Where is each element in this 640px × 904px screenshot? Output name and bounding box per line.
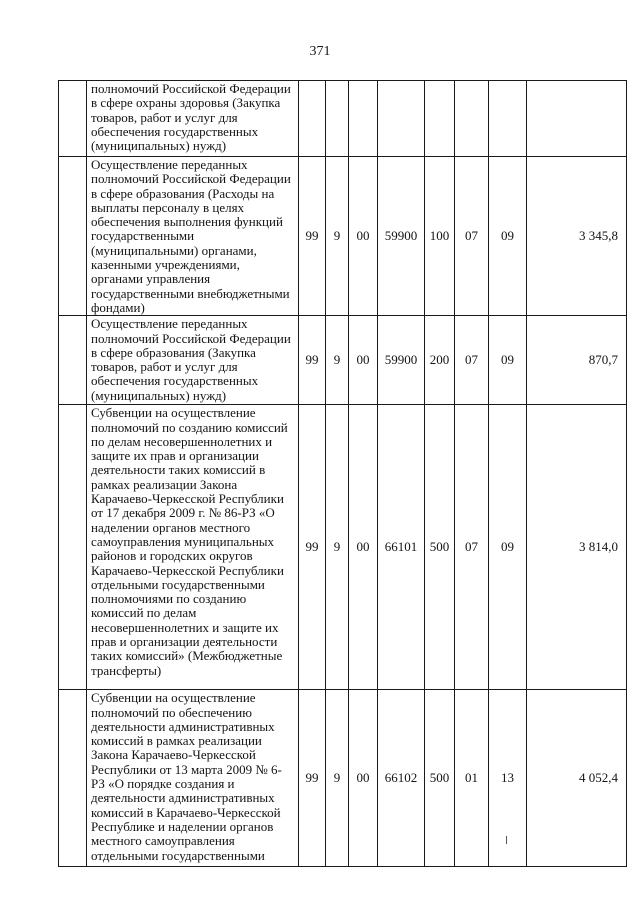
expense-name: Осуществление переданных полномочий Российской Федерации в сфере образования (Закупка товаров, работ и услуг для обеспечения государственных (муниципальных) нужд) — [87, 316, 299, 405]
section-cell: 07 — [455, 316, 489, 405]
table-row — [59, 81, 627, 157]
expense-name: Субвенции на осуществление полномочий по обеспечению деятельности административных комиссий в рамках реализации Закона Карачаево-Черкесской Республики от 13 марта 2009 № 6-РЗ «О порядке создания и деятельности административных комиссий в Карачаево-Черкесской Республике и наделении органов местного самоуправления отдельными государственными — [87, 690, 299, 867]
subsection-cell: 13 — [489, 690, 527, 867]
subsection-cell: 09 — [489, 405, 527, 690]
code-cell — [349, 81, 378, 157]
expense-type-cell: 500 — [425, 690, 455, 867]
section-cell: 07 — [455, 157, 489, 316]
expense-type-cell: 100 — [425, 157, 455, 316]
subsection-cell: 09 — [489, 157, 527, 316]
amount-cell: 4 052,4 — [527, 690, 627, 867]
subsection-cell — [489, 81, 527, 157]
expense-type-cell: 500 — [425, 405, 455, 690]
code-cell: 00 — [349, 316, 378, 405]
code-cell: 9 — [326, 690, 349, 867]
code-cell: 00 — [349, 690, 378, 867]
table-row — [59, 690, 627, 867]
empty-cell — [59, 405, 87, 690]
expense-type-cell: 200 — [425, 316, 455, 405]
code-cell: 99 — [299, 690, 326, 867]
empty-cell — [59, 690, 87, 867]
code-cell: 59900 — [378, 316, 425, 405]
table-row — [59, 157, 627, 316]
code-cell: 99 — [299, 157, 326, 316]
expense-name: Субвенции на осуществление полномочий по созданию комиссий по делам несовершеннолетних и защите их прав и организации деятельности таких комиссий в рамках реализации Закона Карачаево-Черкесской Республики от 17 декабря 2009 г. № 86-РЗ «О наделении органов местного самоуправления муниципальных районов и городских округов Карачаево-Черкесской Республики отдельными государственными полномочиями по созданию комиссий по делам несовершеннолетних и защите их прав и организации деятельности таких комиссий» (Межбюджетные трансферты) — [87, 405, 299, 690]
code-cell: 66101 — [378, 405, 425, 690]
code-cell: 9 — [326, 405, 349, 690]
amount-cell: 870,7 — [527, 316, 627, 405]
code-cell: 00 — [349, 405, 378, 690]
section-cell: 07 — [455, 405, 489, 690]
amount-cell: 3 345,8 — [527, 157, 627, 316]
code-cell — [326, 81, 349, 157]
empty-cell — [59, 157, 87, 316]
code-cell: 99 — [299, 405, 326, 690]
code-cell: 66102 — [378, 690, 425, 867]
empty-cell — [59, 316, 87, 405]
budget-table — [58, 80, 627, 867]
expense-type-cell — [425, 81, 455, 157]
code-cell — [378, 81, 425, 157]
code-cell: 9 — [326, 157, 349, 316]
expense-name: Осуществление переданных полномочий Российской Федерации в сфере образования (Расходы на выплаты персоналу в целях обеспечения выполнения функций государственными (муниципальными) органами, казенными учреждениями, органами управления государственными внебюджетными фондами) — [87, 157, 299, 316]
code-cell: 99 — [299, 316, 326, 405]
amount-cell: 3 814,0 — [527, 405, 627, 690]
code-cell — [299, 81, 326, 157]
code-cell: 59900 — [378, 157, 425, 316]
page-number: 371 — [309, 44, 331, 59]
amount-cell — [527, 81, 627, 157]
subsection-cell: 09 — [489, 316, 527, 405]
code-cell: 00 — [349, 157, 378, 316]
table-row — [59, 316, 627, 405]
table-row — [59, 405, 627, 690]
code-cell: 9 — [326, 316, 349, 405]
section-cell — [455, 81, 489, 157]
expense-name: полномочий Российской Федерации в сфере охраны здоровья (Закупка товаров, работ и услуг для обеспечения государственных (муниципальных) нужд) — [87, 81, 299, 157]
empty-cell — [59, 81, 87, 157]
section-cell: 01 — [455, 690, 489, 867]
